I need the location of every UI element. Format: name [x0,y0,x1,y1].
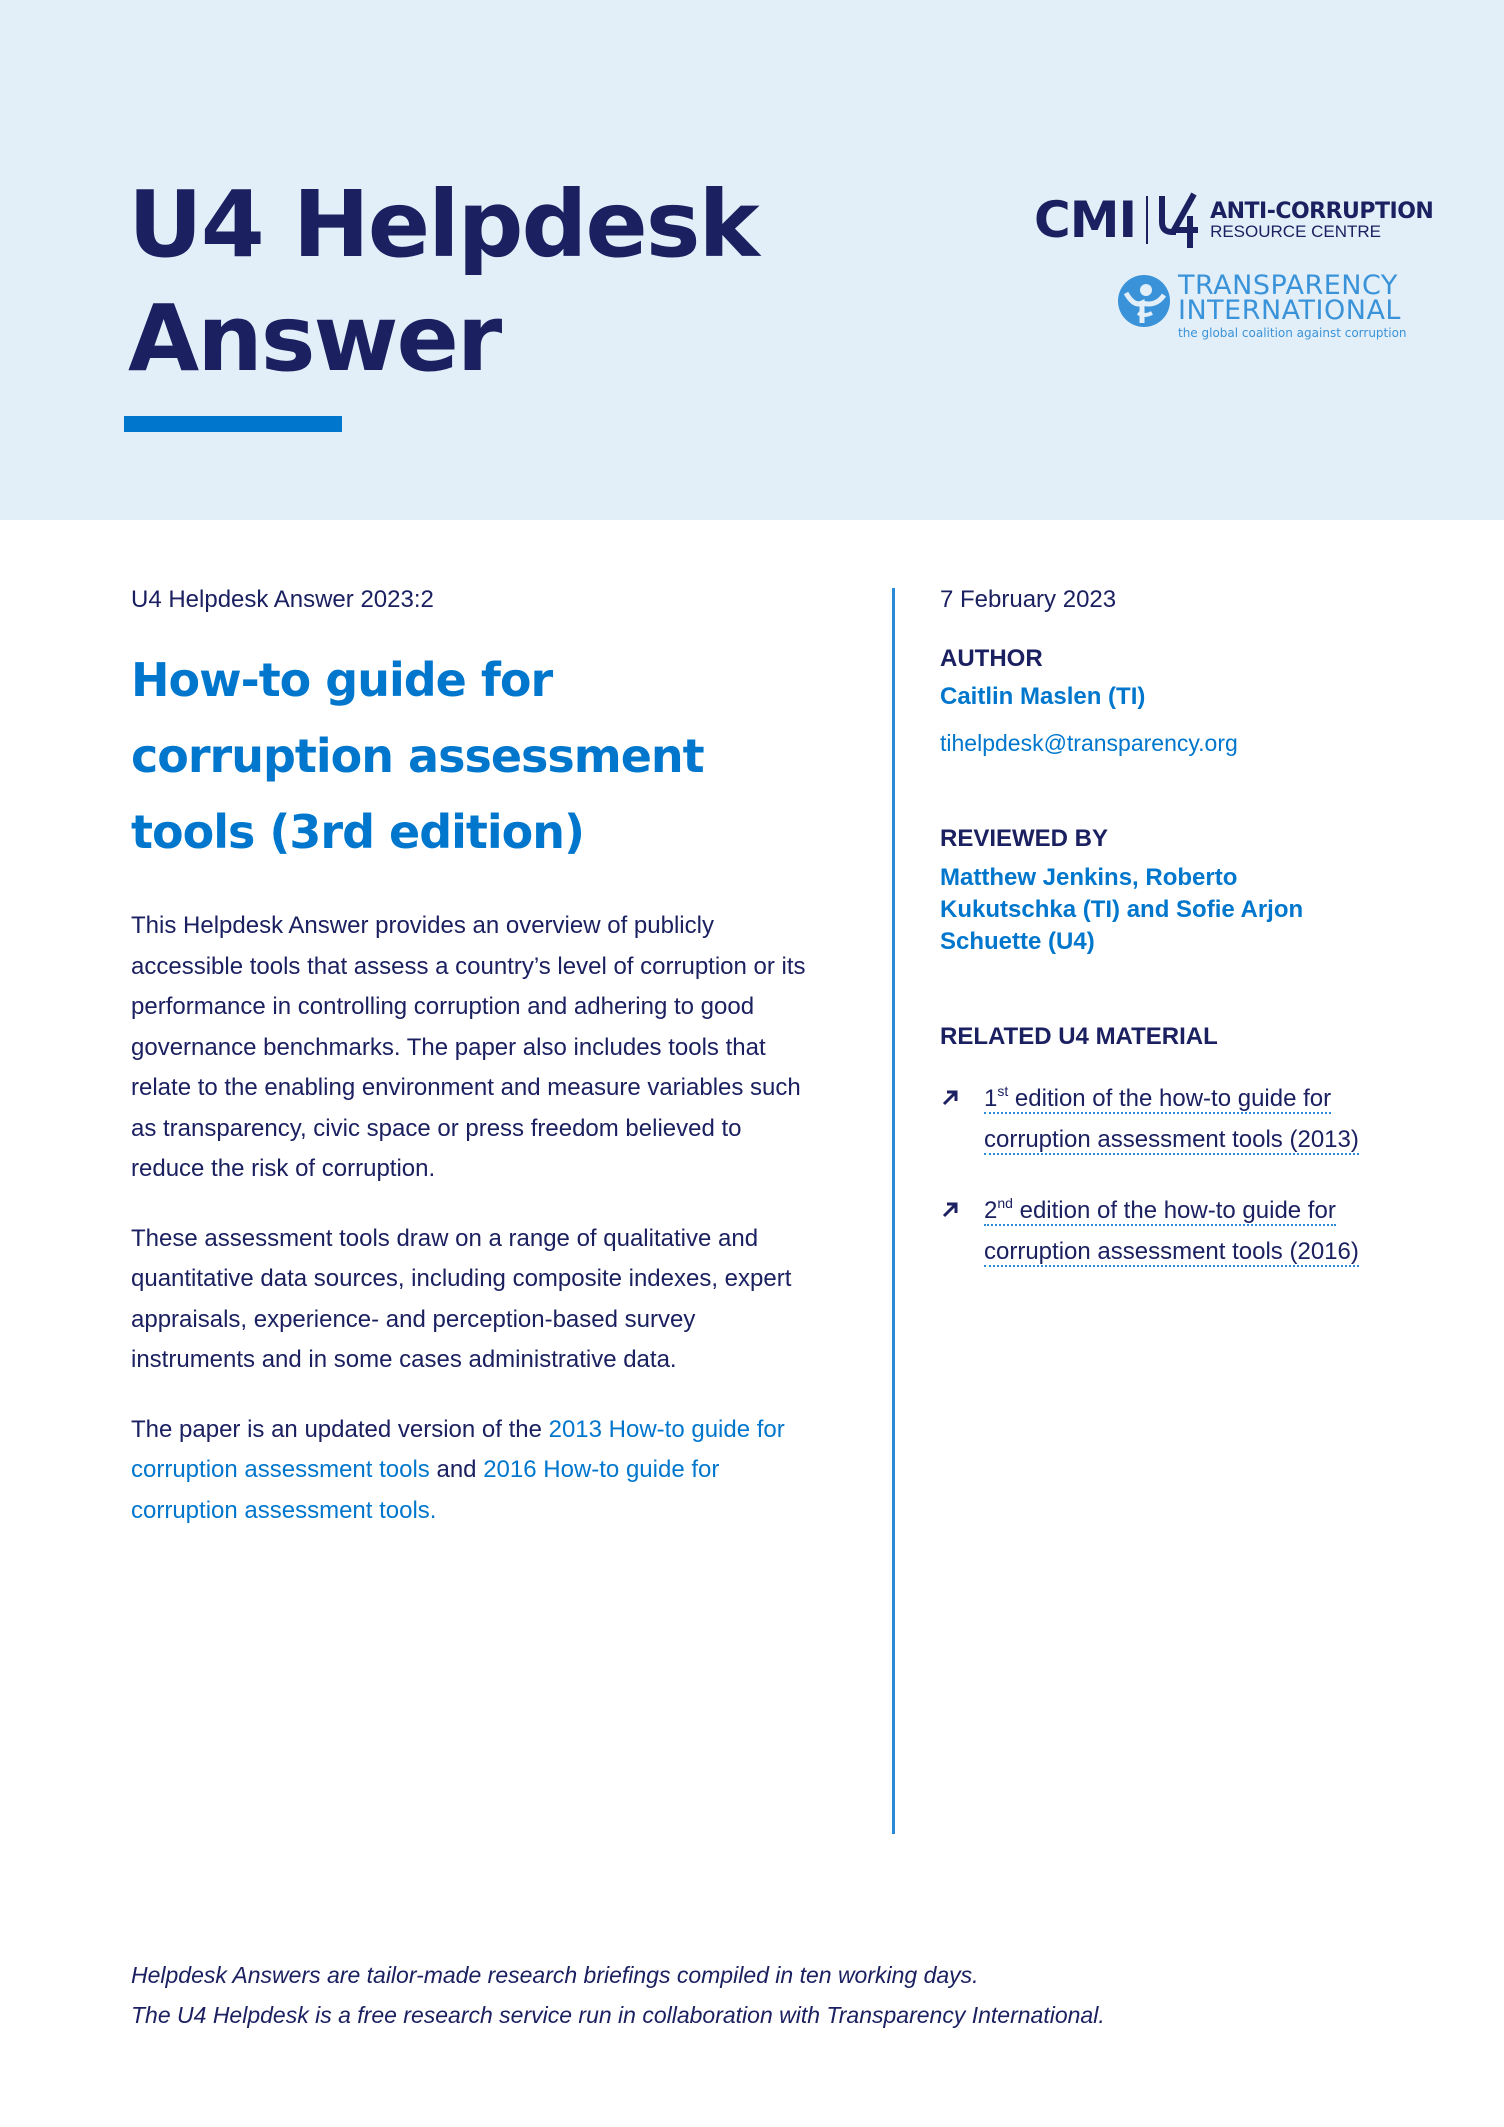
related-item-2013 [940,1078,1380,1160]
header-title-line2: Answer [128,285,501,392]
arrow-up-right-icon [940,1088,960,1108]
footer-note [131,1955,1331,2035]
paragraph3-middle: and [429,1456,484,1483]
series-label: U4 Helpdesk Answer 2023:2 [131,586,434,613]
u4-logo-line2: RESOURCE CENTRE [1210,221,1382,241]
header-accent-rule [124,416,342,432]
ti-logo-line1: TRANSPARENCY [1178,270,1398,301]
footer-line-2: The U4 Helpdesk is a free research service run in collaboration with Transparency International. [131,2002,1105,2028]
publication-date: 7 February 2023 [940,586,1117,613]
reviewers-list: Matthew Jenkins, Roberto Kukutschka (TI) and Sofie Arjon Schuette (U4) [940,864,1304,955]
cmi-logo-text: CMI [1034,191,1137,249]
document-title [131,642,811,870]
ordinal: 2 [984,1197,998,1224]
related-link-text: edition of the how-to guide for corruption assessment tools (2016) [984,1197,1359,1265]
related-link-text: edition of the how-to guide for corruption assessment tools (2013) [984,1085,1359,1153]
header-title [128,168,758,396]
ordinal-suffix: nd [997,1195,1013,1211]
column-divider [892,588,895,1834]
logo-separator [1146,196,1148,244]
cmi-u4-logo [1034,192,1433,248]
reviewed-by-heading: REVIEWED BY [940,825,1109,852]
author-heading: AUTHOR [940,645,1043,672]
related-material-heading: RELATED U4 MATERIAL [940,1023,1218,1050]
related-link-2nd-edition[interactable] [984,1190,1380,1272]
summary-paragraph-3 [131,1410,811,1532]
paragraph3-prefix: The paper is an updated version of the [131,1415,549,1443]
footer-line-1: Helpdesk Answers are tailor-made research briefings compiled in ten working days. [131,1962,979,1988]
ti-globe-icon [1116,273,1172,329]
title-line-3: tools (3rd edition) [131,805,585,859]
u4-logo-icon [1158,192,1202,248]
main-column [131,580,811,1531]
u4-logo-line1: ANTI-CORRUPTION [1210,198,1434,224]
header-title-line1: U4 Helpdesk [128,171,758,278]
ti-logo-tagline: the global coalition against corruption [1178,326,1407,340]
author-name: Caitlin Maslen (TI) [940,683,1146,710]
link-2013-guide[interactable]: 2013 How-to guide for corruption assessment tools [131,1415,785,1483]
contact-email-link[interactable]: tihelpdesk@transparency.org [940,730,1238,756]
related-item-2016 [940,1190,1380,1272]
ordinal-suffix: st [997,1083,1009,1099]
title-line-2: corruption assessment [131,729,704,783]
ordinal: 1 [984,1085,998,1112]
ti-logo-line2: INTERNATIONAL [1178,295,1401,326]
summary-paragraph-2: These assessment tools draw on a range of qualitative and quantitative data sources, including composite indexes, expert appraisals, experience- and perception-based survey instruments and in some cases administrative data. [131,1224,792,1373]
summary-paragraph-1: This Helpdesk Answer provides an overview of publicly accessible tools that assess a country’s level of corruption or its performance in controlling corruption and adhering to good governance benchmarks. The paper also includes tools that relate to the enabling environment and measure variables such as transparency, civic space or press freedom believed to reduce the risk of corruption. [131,912,806,1182]
related-link-1st-edition[interactable] [984,1078,1380,1160]
related-material-list [940,1078,1380,1272]
transparency-international-logo [1116,270,1407,341]
title-line-1: How-to guide for [131,653,553,707]
sidebar-column [940,580,1380,1302]
arrow-up-right-icon [940,1200,960,1220]
link-2016-guide[interactable]: 2016 How-to guide for corruption assessment tools. [131,1456,720,1524]
